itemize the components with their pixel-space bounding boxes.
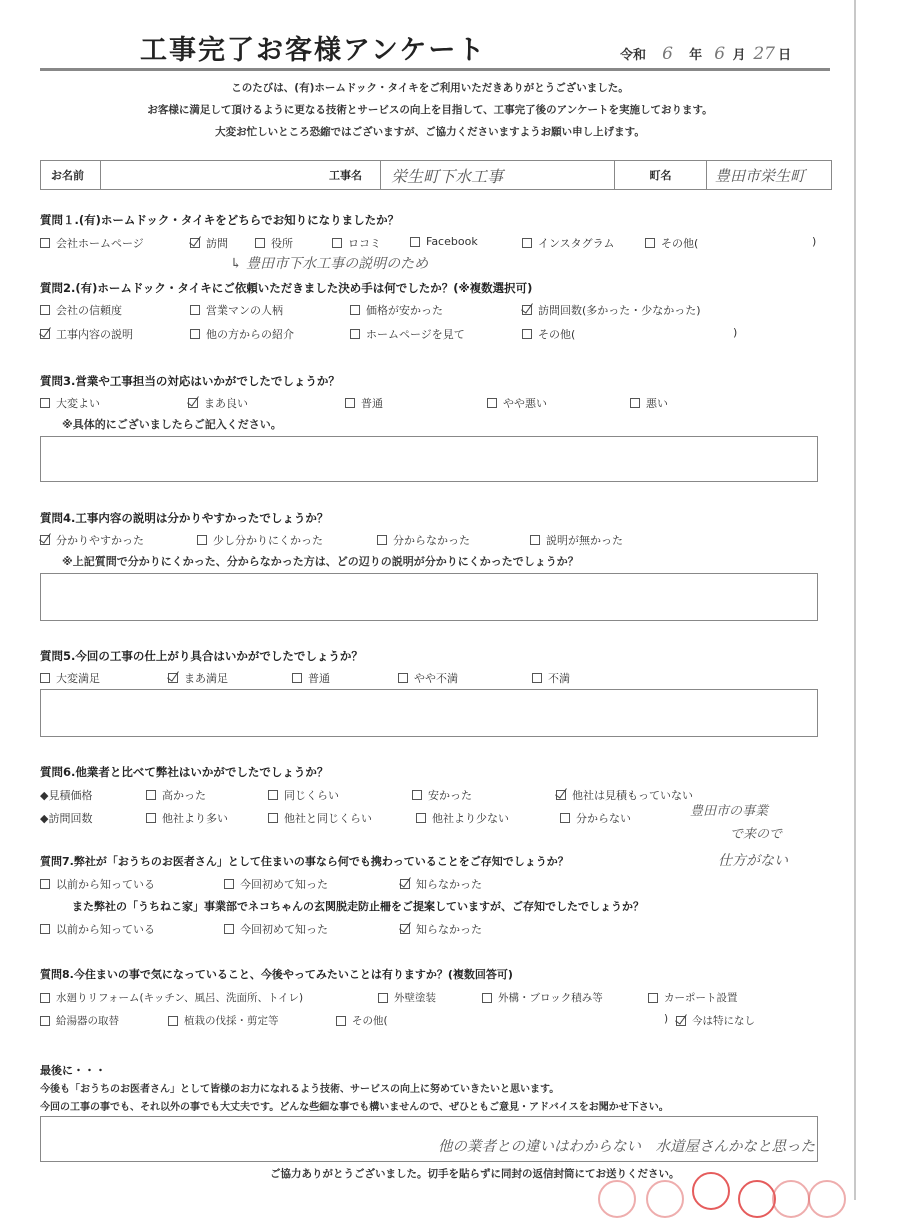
checkbox[interactable] [146,790,156,800]
town-field[interactable]: 豊田市栄生町 [715,166,806,185]
q7b-option[interactable]: 知らなかった [400,921,482,937]
checkbox[interactable] [350,305,360,315]
checkbox-checked[interactable] [522,305,532,315]
checkbox-checked[interactable] [556,790,566,800]
q7b-option[interactable]: 今回初めて知った [224,921,328,937]
checkbox-checked[interactable] [676,1016,686,1026]
checkbox[interactable] [532,673,542,683]
checkbox[interactable] [40,238,50,248]
q1-option[interactable]: 訪問 [190,235,228,251]
closing-line-2: 今回の工事の事でも、それ以外の事でも大丈夫です。どんな些細な事でも構いませんので、ぜひともご意見・アドバイスをお聞かせ下さい。 [40,1102,669,1113]
checkbox[interactable] [40,398,50,408]
q6-option[interactable]: 他社と同じくらい [268,810,372,826]
q3-note: ※具体的にございましたらご記入ください。 [62,418,282,431]
q6-option[interactable]: 同じくらい [268,787,339,803]
checkbox[interactable] [40,305,50,315]
checkbox[interactable] [416,813,426,823]
date-month-unit: 月 [732,48,746,63]
name-field[interactable] [101,161,311,189]
checkbox[interactable] [168,1016,178,1026]
checkbox[interactable] [332,238,342,248]
date-field [620,44,791,64]
date-month[interactable]: 6 [714,44,726,64]
handwritten-note-line-2: で来ので [730,827,783,842]
checkbox[interactable] [398,673,408,683]
date-day[interactable]: 27 [753,44,775,64]
q2-option[interactable]: その他( [522,326,575,342]
q5-comment-box[interactable] [40,689,818,737]
date-day-unit: 日 [778,48,792,63]
checkbox[interactable] [40,924,50,934]
date-year-unit: 年 [689,48,703,63]
work-field[interactable]: 栄生町下水工事 [381,161,615,189]
checkbox[interactable] [190,329,200,339]
q2-close-paren: ) [733,326,738,339]
q4-note: ※上記質問で分かりにくかった、分からなかった方は、どの辺りの説明が分かりにくかったでしょうか？ [62,555,579,568]
checkbox[interactable] [648,993,658,1003]
work-label: 工事名 [311,161,381,189]
q3-option[interactable]: 普通 [345,395,383,411]
q8-option[interactable]: 外構・ブロック積み等 [482,990,603,1005]
checkbox[interactable] [378,993,388,1003]
q8-option-none[interactable]: 今は特になし [676,1013,755,1028]
q5-option[interactable]: 普通 [292,670,330,686]
q2-option[interactable]: 他の方からの紹介 [190,326,294,342]
intro-line-2: お客様に満足して頂けるように更なる技術とサービスの向上を目指して、工事完了後のアンケートを実施しております。 [147,104,713,116]
closing-comment-text: 他の業者との違いはわからない 水道屋さんかなと思った [438,1139,815,1155]
q3-option[interactable]: やや悪い [487,395,547,411]
closing-comment-box[interactable] [40,1116,818,1162]
q2-question: 質問2.(有)ホームドック・タイキにご依頼いただきました決め手は何でしたか？(※複数選択可) [40,281,533,295]
q2-option[interactable]: 会社の信頼度 [40,302,122,318]
seal-stamp [772,1180,810,1218]
seal-stamp [646,1180,684,1218]
q3-option[interactable]: まあ良い [188,395,248,411]
q4-option[interactable]: 分かりやすかった [40,532,144,548]
q5-option[interactable]: 不満 [532,670,570,686]
q6-option[interactable]: 他社より多い [146,810,228,826]
checkbox[interactable] [487,398,497,408]
q2-option[interactable]: 工事内容の説明 [40,326,133,342]
checkbox[interactable] [630,398,640,408]
checkbox[interactable] [255,238,265,248]
q6-option[interactable]: 分からない [560,810,631,826]
checkbox[interactable] [412,790,422,800]
checkbox-checked[interactable] [40,535,50,545]
q4-comment-box[interactable] [40,573,818,621]
checkbox-checked[interactable] [168,673,178,683]
page-title: 工事完了お客様アンケート [140,35,487,66]
checkbox[interactable] [482,993,492,1003]
checkbox[interactable] [40,1016,50,1026]
q7-question: 質問7.弊社が「おうちのお医者さん」として住まいの事なら何でも携わっていることをご存知でしょうか？ [40,855,569,868]
checkbox[interactable] [350,329,360,339]
intro-line-3: 大変お忙しいところ恐縮ではございますが、ご協力くださいますようお願い申し上げます。 [215,126,645,138]
q1-option[interactable]: 会社ホームページ [40,235,144,251]
q3-question: 質問3.営業や工事担当の対応はいかがでしたでしょうか？ [40,374,340,388]
checkbox[interactable] [268,790,278,800]
q6-question: 質問6.他業者と比べて弊社はいかがでしたでしょうか？ [40,765,329,779]
q4-option[interactable]: 少し分かりにくかった [197,532,323,548]
q7-option[interactable]: 知らなかった [400,876,482,892]
checkbox[interactable] [190,305,200,315]
q8-close-paren: ) [664,1013,669,1025]
checkbox-checked[interactable] [400,879,410,889]
q6-option[interactable]: 高かった [146,787,206,803]
checkbox[interactable] [522,329,532,339]
name-label: お名前 [41,161,101,189]
q7-option[interactable]: 今回初めて知った [224,876,328,892]
checkbox-checked[interactable] [190,238,200,248]
q8-option[interactable]: 給湯器の取替 [40,1013,119,1028]
q5-question: 質問5.今回の工事の仕上がり具合はいかがでしたでしょうか？ [40,649,363,663]
closing-heading: 最後に・・・ [40,1064,106,1077]
seal-stamp [738,1180,776,1218]
checkbox-checked[interactable] [188,398,198,408]
q1-handwritten-note: ↳ 豊田市下水工事の説明のため [230,256,429,272]
town-label: 町名 [615,161,707,189]
q1-option[interactable]: その他( [645,235,698,251]
seal-stamp [598,1180,636,1218]
checkbox[interactable] [645,238,655,248]
checkbox[interactable] [40,993,50,1003]
q1-option[interactable]: Facebook [410,235,478,248]
q8-question: 質問8.今住まいの事で気になっていること、今後やってみたいことは有りますか？(複数回答可) [40,968,513,981]
q5-option[interactable]: やや不満 [398,670,458,686]
q8-option[interactable]: カーポート設置 [648,990,738,1005]
intro-line-1: このたびは、(有)ホームドック・タイキをご利用いただきありがとうございました。 [231,82,629,94]
q1-close-paren: ) [812,235,817,248]
q2-option[interactable]: ホームページを見て [350,326,465,342]
q3-comment-box[interactable] [40,436,818,482]
closing-line-1: 今後も「おうちのお医者さん」として皆様のお力になれるよう技術、サービスの向上に努めていきたいと思います。 [40,1084,560,1095]
q5-option[interactable]: まあ満足 [168,670,228,686]
checkbox[interactable] [40,673,50,683]
q4-question: 質問4.工事内容の説明は分かりやすかったでしょうか？ [40,511,329,525]
q6-option[interactable]: 安かった [412,787,472,803]
q3-option[interactable]: 大変よい [40,395,100,411]
checkbox[interactable] [40,879,50,889]
q2-option[interactable]: 営業マンの人柄 [190,302,283,318]
q7-question-b: また弊社の「うちねこ家」事業部でネコちゃんの玄関脱走防止柵をご提案していますが、ご存知でしたでしょうか？ [72,900,644,913]
checkbox[interactable] [560,813,570,823]
checkbox[interactable] [197,535,207,545]
checkbox[interactable] [292,673,302,683]
q7-option[interactable]: 以前から知っている [40,876,155,892]
checkbox[interactable] [336,1016,346,1026]
seal-stamp [692,1172,730,1210]
q1-option[interactable]: 役所 [255,235,293,251]
seal-stamp [808,1180,846,1218]
checkbox[interactable] [224,879,234,889]
q8-option[interactable]: 外壁塗装 [378,990,436,1005]
q5-option[interactable]: 大変満足 [40,670,100,686]
checkbox[interactable] [268,813,278,823]
q2-option[interactable]: 訪問回数(多かった・少なかった) [522,302,701,318]
q8-option[interactable]: 水廻りリフォーム(キッチン、風呂、洗面所、トイレ) [40,990,303,1005]
q8-option[interactable]: その他( [336,1013,388,1028]
q7b-option[interactable]: 以前から知っている [40,921,155,937]
checkbox[interactable] [377,535,387,545]
q1-question: 質問１.(有)ホームドック・タイキをどちらでお知りになりましたか？ [40,213,400,227]
checkbox[interactable] [530,535,540,545]
q1-option[interactable]: インスタグラム [522,235,615,251]
handwritten-note-line-1: 豊田市の事業 [690,804,769,819]
checkbox-checked[interactable] [40,329,50,339]
q6-option[interactable]: 他社より少ない [416,810,509,826]
q4-option[interactable]: 説明が無かった [530,532,623,548]
checkbox[interactable] [146,813,156,823]
handwritten-note-line-3: 仕方がない [718,853,788,869]
checkbox[interactable] [522,238,532,248]
checkbox[interactable] [410,237,420,247]
q6-row-label: ◆見積価格 [40,789,93,802]
q6-row-label: ◆訪問回数 [40,812,93,825]
checkbox[interactable] [345,398,355,408]
q2-option[interactable]: 価格が安かった [350,302,443,318]
page-edge [854,0,856,1200]
thanks-text: ご協力ありがとうございました。切手を貼らずに同封の返信封筒にてお送りください。 [270,1168,680,1180]
q1-option[interactable]: ロコミ [332,235,381,251]
checkbox[interactable] [224,924,234,934]
date-year[interactable]: 6 [662,44,673,64]
info-table [40,160,832,190]
date-era: 令和 [620,48,647,63]
title-underline [40,68,830,71]
q3-option[interactable]: 悪い [630,395,668,411]
q6-option[interactable]: 他社は見積もっていない [556,787,693,803]
q4-option[interactable]: 分からなかった [377,532,470,548]
q8-option[interactable]: 植栽の伐採・剪定等 [168,1013,279,1028]
checkbox-checked[interactable] [400,924,410,934]
